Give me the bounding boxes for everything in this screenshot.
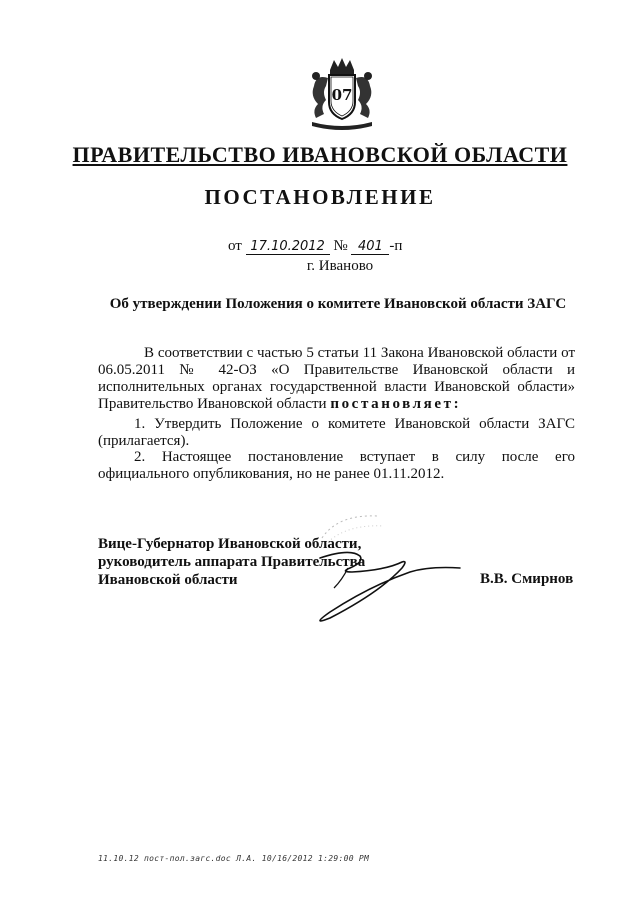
decree-word: постановляет: — [330, 396, 462, 412]
signatory-title-line: Ивановской области — [98, 572, 238, 588]
decree-item-2: 2. Настоящее постановление вступает в силу после его официального опубликования, но не ранее 01.11.2012. — [98, 449, 575, 482]
preamble-text: В соответствии с частью 5 статьи 11 Закона Ивановской области от 06.05.2011 № 42-ОЗ «О Правительстве Ивановской области и исполнительных органах государственной власти Ивановской области» Правительство Ивановской области — [98, 345, 575, 412]
decree-item-1: 1. Утвердить Положение о комитете Ивановской области ЗАГС (прилагается). — [98, 416, 575, 449]
signatory-name: В.В. Смирнов — [480, 571, 574, 587]
faint-stamp-icon — [318, 508, 388, 548]
date-prefix: от — [228, 238, 242, 254]
document-subject: Об утверждении Положения о комитете Ивановской области ЗАГС — [109, 296, 567, 312]
signatory-title-line: Вице-Губернатор Ивановской области, — [98, 536, 362, 552]
number-suffix: -п — [389, 238, 403, 254]
coat-of-arms-icon — [302, 56, 382, 130]
file-footer: 11.10.12 пост-пол.загс.doc Л.А. 10/16/2012 1:29:00 PM — [98, 854, 370, 863]
document-number: 401 — [351, 240, 389, 255]
preamble-paragraph — [98, 345, 575, 413]
city: г. Иваново — [306, 258, 374, 274]
signatory-title-line: руководитель аппарата Правительства — [98, 554, 366, 570]
document-type: ПОСТАНОВЛЕНИЕ — [204, 185, 436, 209]
registration-line — [228, 238, 402, 255]
authority-title: ПРАВИТЕЛЬСТВО ИВАНОВСКОЙ ОБЛАСТИ — [72, 142, 568, 167]
emblem-text: 07 — [331, 86, 353, 104]
handwritten-signature-icon — [290, 548, 470, 626]
document-date: 17.10.2012 — [246, 240, 330, 255]
number-prefix: № — [333, 238, 348, 254]
